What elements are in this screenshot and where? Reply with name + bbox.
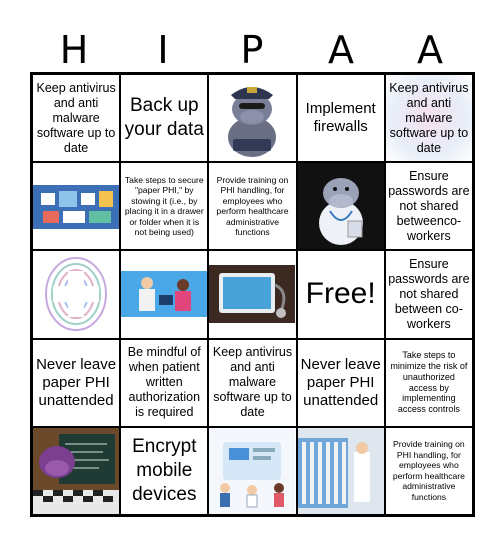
bingo-cell[interactable] (385, 250, 473, 338)
doctor-patient-icon (121, 251, 207, 337)
cell-text: Provide training on PHI handling, for employees who perform healthcare administrative functions (216, 174, 289, 238)
title-letter-a2: A (417, 28, 444, 72)
medical-team-icon (209, 428, 295, 514)
records-room-icon (298, 428, 384, 514)
bingo-cell[interactable] (32, 339, 120, 427)
cell-text: Take steps to minimize the risk of unauthorized access by implementing access controls (390, 350, 468, 415)
bingo-cell[interactable] (385, 74, 473, 162)
cell-text: Encrypt mobile devices (132, 436, 197, 505)
title-letter-h: H (59, 28, 90, 72)
bingo-cell[interactable] (385, 162, 473, 250)
cell-text: Never leave paper PHI unattended (300, 355, 381, 409)
title-letter-i: I (157, 28, 170, 72)
bingo-board (30, 72, 475, 517)
bingo-cell[interactable] (120, 74, 208, 162)
bingo-cell[interactable] (120, 250, 208, 338)
fingerprint-cross-icon (33, 251, 119, 337)
title-row (30, 28, 475, 72)
bingo-cell[interactable] (208, 162, 296, 250)
title-letter-a1: A (328, 28, 355, 72)
hippo-police-icon (209, 75, 295, 161)
cell-text: Back up your data (124, 95, 204, 141)
cell-text: Ensure passwords are not shared betweenco-workers (388, 168, 470, 243)
cell-text: Provide training on PHI handling, for employees who perform healthcare administrative functions (392, 439, 465, 502)
bingo-cell[interactable] (297, 162, 385, 250)
cell-text: Take steps to secure "paper PHI," by stowing it (i.e., by placing it in a drawer or folder when it is not being used) (124, 174, 204, 238)
cell-text: Keep antivirus and anti malware software up to date (389, 80, 469, 155)
cell-text: Never leave paper PHI unattended (36, 355, 117, 409)
hippo-doctor-icon (298, 163, 384, 249)
free-space: Free! (305, 277, 376, 311)
cell-text: Keep antivirus and anti malware software up to date (36, 80, 116, 155)
bingo-cell[interactable] (208, 250, 296, 338)
bingo-cell[interactable] (385, 339, 473, 427)
bingo-cell[interactable] (297, 427, 385, 515)
bingo-cell[interactable] (297, 74, 385, 162)
cell-text: Keep antivirus and anti malware software up to date (212, 345, 293, 420)
cell-text: Ensure passwords are not shared between co-workers (388, 256, 470, 331)
hippo-teacher-icon (33, 428, 119, 514)
bingo-cell[interactable] (297, 250, 385, 338)
cell-text: Be mindful of when patient written authorization is required (127, 345, 201, 420)
bingo-cell[interactable] (120, 162, 208, 250)
bingo-cell[interactable] (208, 339, 296, 427)
title-letter-p: P (240, 28, 265, 72)
bingo-cell[interactable] (32, 250, 120, 338)
health-apps-icon (33, 163, 119, 249)
tablet-stethoscope-icon (209, 251, 295, 337)
cell-text: Implement firewalls (305, 100, 376, 136)
bingo-cell[interactable] (385, 427, 473, 515)
bingo-cell[interactable] (120, 427, 208, 515)
bingo-cell[interactable] (208, 427, 296, 515)
bingo-cell[interactable] (32, 74, 120, 162)
bingo-cell[interactable] (208, 74, 296, 162)
bingo-cell[interactable] (32, 427, 120, 515)
bingo-cell[interactable] (120, 339, 208, 427)
bingo-cell[interactable] (297, 339, 385, 427)
bingo-cell[interactable] (32, 162, 120, 250)
